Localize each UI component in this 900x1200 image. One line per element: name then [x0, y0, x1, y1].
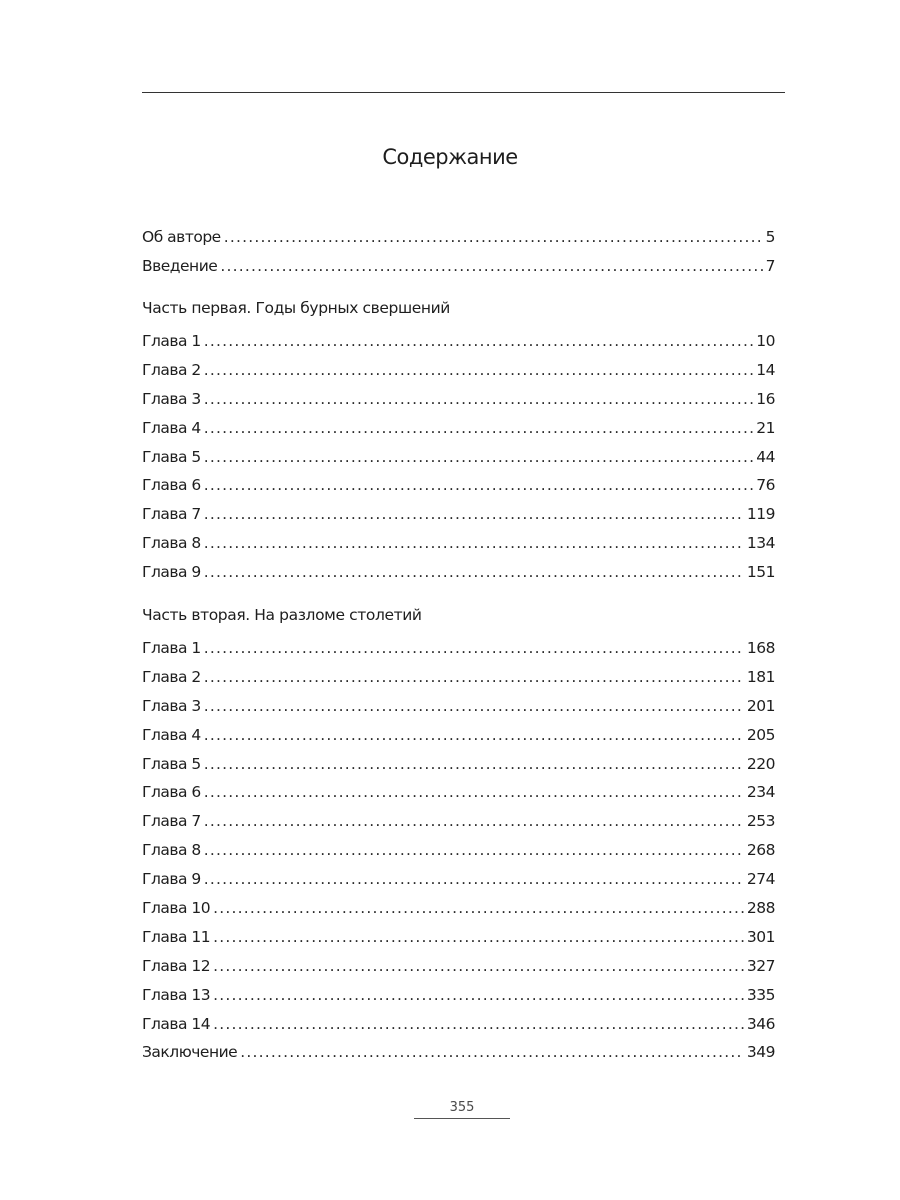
- toc-entry-label: Глава 1: [142, 332, 201, 350]
- toc-entry[interactable]: [142, 923, 775, 952]
- toc-entry-page: 274: [746, 870, 775, 889]
- toc-entry-page: 134: [746, 534, 775, 553]
- dot-leader: [204, 529, 744, 558]
- dot-leader: [204, 778, 744, 807]
- toc-entry[interactable]: [142, 750, 775, 779]
- toc-entry-label: Глава 4: [142, 725, 201, 744]
- toc-entry-page: 181: [746, 667, 775, 686]
- dot-leader: [213, 923, 744, 952]
- toc-entry-label: Глава 11: [142, 927, 211, 946]
- toc-entry-label: Введение: [142, 256, 218, 275]
- dot-leader: [204, 634, 744, 663]
- toc-entry-label: Глава 3: [142, 696, 201, 715]
- toc-entry[interactable]: [142, 952, 775, 981]
- toc-entry[interactable]: [142, 721, 775, 750]
- toc-entry[interactable]: [142, 356, 775, 385]
- part-heading: Часть вторая. На разломе столетий: [142, 606, 422, 624]
- toc-entry[interactable]: [142, 807, 775, 836]
- toc-entry-label: Глава 6: [142, 476, 201, 495]
- toc-entry-label: Глава 14: [142, 1014, 211, 1033]
- toc-front-matter: [142, 223, 775, 281]
- dot-leader: [204, 865, 744, 894]
- toc-entry-page: 335: [746, 985, 775, 1004]
- toc-entry-label: Глава 13: [142, 985, 211, 1004]
- toc-entry-label: Глава 8: [142, 841, 201, 860]
- dot-leader: [213, 1010, 744, 1039]
- toc-entry-page: 205: [746, 725, 775, 744]
- toc-entry-page: 5: [765, 228, 775, 246]
- toc-entry[interactable]: [142, 252, 775, 281]
- toc-entry-page: 151: [746, 563, 775, 582]
- dot-leader: [204, 558, 744, 587]
- dot-leader: [204, 692, 744, 721]
- dot-leader: [204, 471, 753, 500]
- toc-entry-label: Глава 4: [142, 418, 201, 437]
- toc-entry-page: 7: [765, 256, 775, 275]
- toc-entry-label: Заключение: [142, 1043, 238, 1062]
- toc-entry[interactable]: [142, 894, 775, 923]
- dot-leader: [204, 385, 753, 414]
- toc-entry-page: 268: [746, 841, 775, 860]
- toc-entry[interactable]: [142, 663, 775, 692]
- toc-entry[interactable]: [142, 778, 775, 807]
- toc-entry[interactable]: [142, 634, 775, 663]
- page-title: Содержание: [382, 145, 518, 169]
- part-heading: Часть первая. Годы бурных свершений: [142, 299, 450, 317]
- toc-entry[interactable]: [142, 529, 775, 558]
- toc-entry[interactable]: [142, 1038, 775, 1067]
- dot-leader: [224, 223, 763, 252]
- dot-leader: [213, 981, 744, 1010]
- toc-entry[interactable]: [142, 865, 775, 894]
- toc-entry-page: 16: [756, 389, 775, 408]
- dot-leader: [204, 500, 744, 529]
- toc-entry-page: 76: [756, 476, 775, 495]
- toc-entry-page: 220: [746, 754, 775, 773]
- toc-entry-label: Глава 7: [142, 505, 201, 524]
- toc-entry-page: 327: [746, 956, 775, 975]
- toc-entry-label: Глава 12: [142, 956, 211, 975]
- toc-entry-page: 253: [746, 812, 775, 831]
- toc-entry-label: Глава 1: [142, 639, 201, 657]
- dot-leader: [204, 327, 753, 356]
- toc-part-1: [142, 327, 775, 587]
- toc-entry-label: Глава 10: [142, 899, 211, 918]
- dot-leader: [204, 443, 753, 472]
- dot-leader: [204, 836, 744, 865]
- toc-entry-label: Глава 2: [142, 360, 201, 379]
- toc-entry-page: 346: [746, 1014, 775, 1033]
- dot-leader: [213, 894, 744, 923]
- dot-leader: [204, 807, 744, 836]
- toc-entry-page: 119: [746, 505, 775, 524]
- dot-leader: [204, 721, 744, 750]
- toc-entry-label: Об авторе: [142, 228, 221, 246]
- toc-entry[interactable]: [142, 385, 775, 414]
- dot-leader: [213, 952, 744, 981]
- page-number: 355: [414, 1098, 510, 1119]
- toc-entry[interactable]: [142, 443, 775, 472]
- toc-entry[interactable]: [142, 223, 775, 252]
- toc-entry-label: Глава 8: [142, 534, 201, 553]
- toc-entry-page: 14: [756, 360, 775, 379]
- dot-leader: [204, 750, 744, 779]
- toc-entry[interactable]: [142, 327, 775, 356]
- toc-entry[interactable]: [142, 836, 775, 865]
- toc-entry[interactable]: [142, 471, 775, 500]
- toc-entry-label: Глава 5: [142, 754, 201, 773]
- dot-leader: [240, 1038, 744, 1067]
- toc-entry-page: 21: [756, 418, 775, 437]
- dot-leader: [204, 663, 744, 692]
- toc-entry[interactable]: [142, 981, 775, 1010]
- toc-entry-page: 288: [746, 899, 775, 918]
- toc-entry-page: 10: [756, 332, 775, 350]
- toc-entry-label: Глава 9: [142, 563, 201, 582]
- toc-entry[interactable]: [142, 1010, 775, 1039]
- toc-entry-page: 44: [756, 447, 775, 466]
- toc-entry-label: Глава 2: [142, 667, 201, 686]
- toc-entry-page: 201: [746, 696, 775, 715]
- toc-entry[interactable]: [142, 414, 775, 443]
- dot-leader: [204, 356, 753, 385]
- dot-leader: [204, 414, 753, 443]
- toc-entry-label: Глава 5: [142, 447, 201, 466]
- dot-leader: [220, 252, 762, 281]
- toc-entry[interactable]: [142, 692, 775, 721]
- toc-part-2: [142, 634, 775, 1067]
- top-rule: [142, 92, 785, 93]
- toc-entry-label: Глава 7: [142, 812, 201, 831]
- toc-entry-page: 349: [746, 1043, 775, 1062]
- toc-entry[interactable]: [142, 500, 775, 529]
- toc-entry-label: Глава 3: [142, 389, 201, 408]
- toc-entry-page: 234: [746, 783, 775, 802]
- toc-entry-page: 301: [746, 927, 775, 946]
- toc-entry-label: Глава 9: [142, 870, 201, 889]
- toc-entry-label: Глава 6: [142, 783, 201, 802]
- toc-entry[interactable]: [142, 558, 775, 587]
- toc-entry-page: 168: [746, 639, 775, 657]
